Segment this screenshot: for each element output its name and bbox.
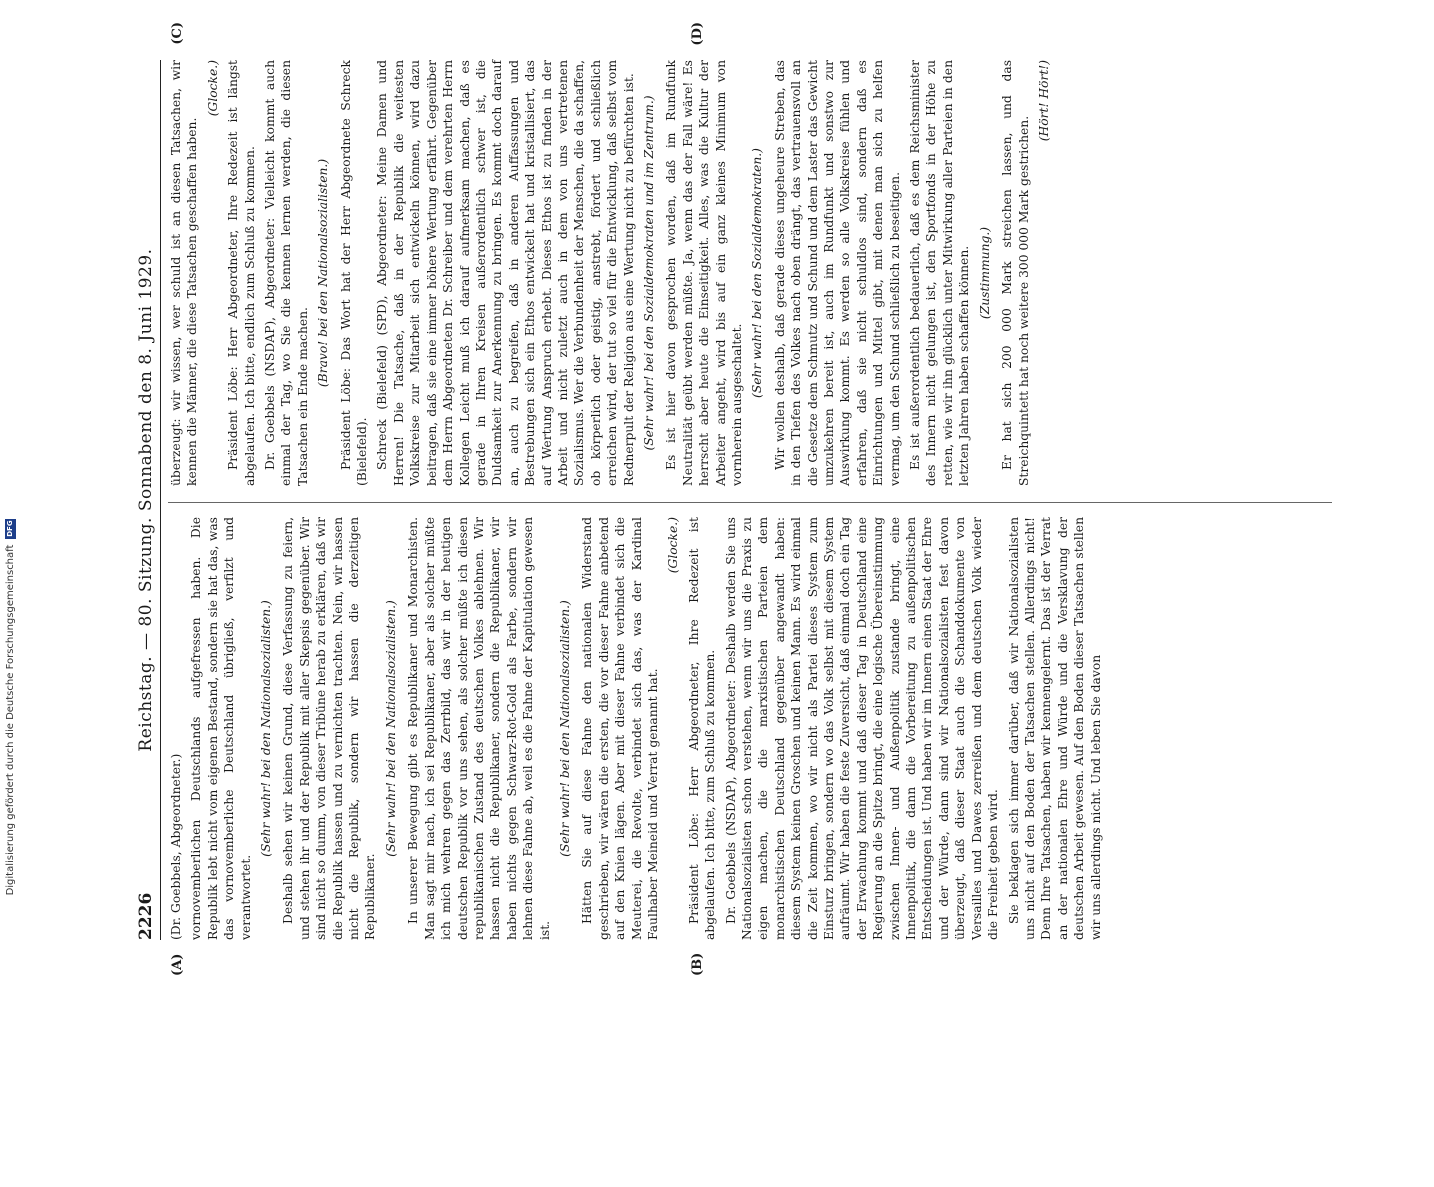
paragraph: Es ist hier davon gesprochen worden, daß im Rundfunk Neutralität geübt werden müßte. Ja, wenn das der Fall wäre! Es herrscht aber heute die Einseitigkeit. Alles, was die Kultur der Arbeiter angeht, wird bis auf ein ganz kleines Minimum von vornherein ausgeschaltet. [664, 60, 744, 486]
column-divider [168, 502, 1332, 503]
paragraph: (Sehr wahr! bei den Nationalsozialisten.) [557, 600, 572, 857]
paragraph: Schreck (Bielefeld) (SPD), Abgeordneter: Meine Damen und Herren! Die Tatsache, daß in der Republik die weitesten Volkskreise zur Mitarbeit sich entwickeln können, wird dazu beitragen, daß sie eine immer höhere Wertung erfährt. Gegenüber dem Herrn Abgeordneten Dr. Schreiber und dem verehrten Herrn Kollegen Leicht muß ich darauf aufmerksam machen, daß es gerade in Ihren Kreisen außerordentlich schwer ist, die Duldsamkeit zur Anerkennung zu bringen. Es kommt doch darauf an, auch zu begreifen, daß in anderen Auffassungen und Bestrebungen sich ein Ethos entwickelt hat und kristallisiert, das auf Wertung Anspruch erhebt. Dieses Ethos ist zu finden in der Arbeit und nicht zuletzt auch in dem von uns vertretenen Sozialismus. Wer die Verbundenheit der Menschen, die da schaffen, ob körperlich oder geistig, anstrebt, fördert und schließlich erreichen wird, der tut so viel für die Entwicklung, daß selbst vom Rednerpult der Religion aus eine Wertung nicht zu befürchten ist. [375, 60, 636, 486]
paragraph: (Zustimmung.) [977, 226, 992, 320]
paragraph: Hätten Sie auf diese Fahne den nationalen Widerstand geschrieben, wir wären die ersten, die vor dieser Fahne anbetend auf den Knien lägen. Aber mit dieser Fahne verbindet sich die Meuterei, die Revolte, verbindet sich das, was der Kardinal Faulhaber Meineid und Verrat genannt hat. [580, 517, 660, 940]
paragraph: Deshalb sehen wir keinen Grund, diese Verfassung zu feiern, und stehen ihr und der Republik mit aller Skepsis gegenüber. Wir sind nicht so dumm, von dieser Tribüne herab zu erklären, daß wir die Republik hassen und zu vernichten trachten. Nein, wir hassen nicht die Republik, sondern wir hassen die derzeitigen Republikaner. [281, 517, 378, 940]
paragraph: (Bravo! bei den Nationalsozialisten.) [316, 158, 331, 388]
paragraph: In unserer Bewegung gibt es Republikaner und Monarchisten. Man sagt mir nach, ich sei Republikaner, aber als solcher müßte ich mich wehren gegen das Zerrbild, das wir in der heutigen deutschen Republik vor uns sehen, als solcher müßte ich diesen republikanischen Zustand des deutschen Volkes ablehnen. Wir hassen nicht die Republikaner, sondern die Republikaner, wir haben nichts gegen Schwarz-Rot-Gold als Farbe, sondern wir lehnen diese Fahne ab, weil es die Fahne der Kapitulation gewesen ist. [406, 517, 552, 940]
margin-marker-a: (A) [170, 953, 185, 976]
paragraph: (Hört! Hört!) [1036, 60, 1051, 142]
right-text-column [168, 60, 1056, 486]
page-title: Reichstag. — 80. Sitzung. Sonnabend den 8. Juni 1929. [136, 248, 156, 752]
paragraph: Dr. Goebbels (NSDAP), Abgeordneter: Vielleicht kommt auch einmal der Tag, wo Sie die kennen lernen werden, die diesen Tatsachen ein Ende machen. [263, 60, 310, 486]
paragraph: Präsident Löbe: Das Wort hat der Herr Abgeordnete Schreck (Bielefeld). [338, 60, 370, 486]
paragraph: (Sehr wahr! bei den Sozialdemokraten und im Zentrum.) [641, 95, 656, 451]
margin-marker-d: (D) [690, 22, 705, 46]
paragraph: Sie beklagen sich immer darüber, daß wir Nationalsozialisten uns nicht auf den Boden der Tatsachen stellen. Allerdings nicht! Denn Ihre Tatsachen, haben wir kennengelernt. Das ist der Verrat an der nationalen Ehre und Würde und die Versklavung der deutschen Arbeit gewesen. Auf den Boden dieser Tatsachen stellen wir uns allerdings nicht. Und leben Sie davon [1006, 517, 1103, 940]
paragraph: (Sehr wahr! bei den Nationalsozialisten.) [259, 600, 274, 857]
paragraph: (Glocke.) [666, 517, 681, 574]
margin-marker-c: (C) [170, 22, 185, 45]
page-number: 2226 [136, 892, 156, 940]
paragraph: Präsident Löbe: Herr Abgeordneter, Ihre Redezeit ist längst abgelaufen. Ich bitte, endlich zum Schluß zu kommen. [226, 60, 257, 486]
paragraph: Es ist außerordentlich bedauerlich, daß es dem Reichsminister des Innern nicht gelungen ist, den Sportfonds in der Höhe zu retten, wie wir ihn glücklich unter Mitwirkung aller Parteien in den letzten Jahren haben schaffen können. [908, 60, 972, 486]
paragraph: Er hat sich 200 000 Mark streichen lassen, und das Streichquintett hat noch weitere 300 000 Mark gestrichen. [1000, 60, 1031, 486]
paragraph: (Dr. Goebbels, Abgeordneter.) [169, 753, 183, 940]
dfg-footer [3, 227, 17, 1187]
dfg-logo: DFG [5, 520, 14, 537]
paragraph: (Glocke.) [205, 60, 220, 117]
paragraph: Wir wollen deshalb, daß gerade dieses ungeheure Streben, das in den Tiefen des Volkes nach oben drängt, das vertrauensvoll an die Gesetze dem Schmutz und Schund und dem Laster das Gewicht umzukehren bereit ist, auch im Rundfunkt und sonstwo zur Auswirkung kommt. Es werden so alle Volkskreise fühlen und erfahren, daß sie nicht schuldlos sind, sondern daß es Einrichtungen und Mittel gibt, mit denen man sich zu helfen vermag, um den Schund schließlich zu beseitigen. [772, 60, 902, 486]
page-header [126, 60, 161, 940]
paragraph: Dr. Goebbels (NSDAP), Abgeordneter: Deshalb werden Sie uns Nationalsozialisten schon verstehen, wenn wir uns die Praxis zu eigen machen, die die marxistischen Parteien dem monarchistischen Deutschland gegenüber angewandt haben: diesem System keinen Groschen und keinen Mann. Es wird einmal die Zeit kommen, wo wir nicht als Partei dieses System zum Einsturz bringen, sondern wo das Volk selbst mit diesem System aufräumt. Wir haben die feste Zuversicht, daß einmal doch ein Tag der Erwachung kommt und daß dieser Tag in Deutschland eine Regierung an die Spitze bringt, die eine logische Übereinstimmung zwischen Innen- und Außenpolitik zustande bringt, eine Innenpolitik, die dann die Vorbereitung zu außenpolitischen Entscheidungen ist. Und haben wir im Innern einen Staat der Ehre und der Würde, dann sind wir Nationalsozialisten fest davon überzeugt, daß dieser Staat auch die Schanddokumente von Versailles und Dawes zerreißen und dem deutschen Volk wieder die Freiheit geben wird. [723, 517, 1001, 940]
paragraph: (Sehr wahr! bei den Nationalsozialisten.) [383, 600, 398, 857]
left-text-column [168, 517, 1108, 940]
footer-text: Digitalisierung gefördert durch die Deutsche Forschungsgemeinschaft [4, 544, 16, 896]
paragraph: (Sehr wahr! bei den Sozialdemokraten.) [750, 148, 765, 398]
paragraph: vornovemberlichen Deutschlands aufgefressen haben. Die Republik lebt nicht vom eigenen Bestand, sondern sie hat das, was das vornovemberliche Deutschland übrigließ, verfilzt und verantwortet. [189, 517, 253, 940]
paragraph: überzeugt: wir wissen, wer schuld ist an diesen Tatsachen, wir kennen die Männer, die diese Tatsachen geschaffen haben. [169, 60, 200, 486]
margin-marker-b: (B) [690, 952, 705, 976]
paragraph: Präsident Löbe: Herr Abgeordneter, Ihre Redezeit ist abgelaufen. Ich bitte, zum Schluß zu kommen. [686, 517, 718, 940]
